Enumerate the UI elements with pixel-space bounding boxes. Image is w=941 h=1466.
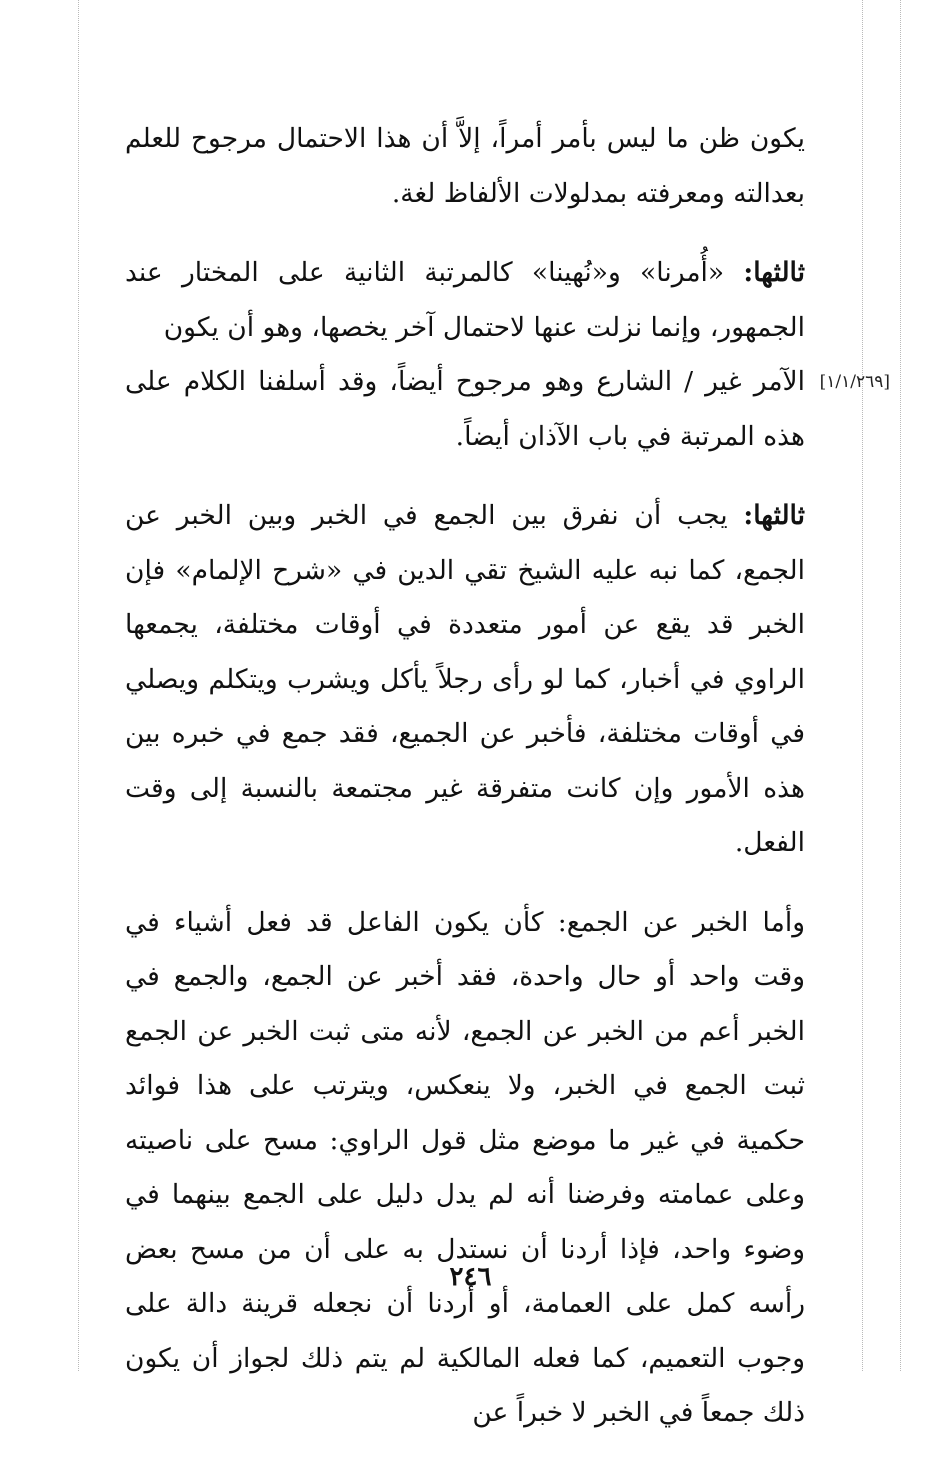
column-guide-line — [78, 0, 79, 1371]
paragraph-3-text: يجب أن نفرق بين الجمع في الخبر وبين الخبر عن الجمع، كما نبه عليه الشيخ تقي الدين في «شرح الإلمام» فإن الخبر قد يقع عن أمور متعددة في أوقات مختلفة، يجمعها الراوي في أخبار، كما لو رأى رجلاً يأكل ويشرب ويتكلم ويصلي في أوقات مختلفة، فأخبر عن الجميع، فقد جمع في خبره بين هذه الأمور وإن كانت متفرقة غير مجتمعة بالنسبة إلى وقت الفعل. — [125, 500, 805, 858]
page-number: ٢٤٦ — [449, 1262, 492, 1292]
paragraph-2-ref-line — [125, 355, 890, 464]
paragraph-1 — [125, 112, 805, 221]
paragraph-1-text: يكون ظن ما ليس بأمر أمراً، إلاَّ أن هذا الاحتمال مرجوح للعلم بعدالته ومعرفته بمدلولات الألفاظ لغة. — [125, 123, 805, 209]
column-guide-line — [900, 0, 901, 1371]
paragraph-2 — [125, 246, 890, 464]
paragraph-2-line-2: الآمر غير / الشارع وهو مرجوح أيضاً، وقد أسلفنا الكلام على هذه المرتبة في باب الآذان أيضاً. — [125, 366, 805, 452]
paragraph-2-line-1: «أُمرنا» و«نُهينا» كالمرتبة الثانية على المختار عند الجمهور، وإنما نزلت عنها لاحتمال آخر يخصها، وهو أن يكون — [125, 257, 805, 343]
paragraph-2-label: ثالثها: — [743, 257, 805, 288]
paragraph-3-label: ثالثها: — [743, 500, 805, 531]
column-guide-line — [862, 0, 863, 1371]
manuscript-reference: [١/١/٢٦٩] — [819, 372, 890, 392]
paragraph-3 — [125, 489, 805, 871]
paragraph-4-text: وأما الخبر عن الجمع: كأن يكون الفاعل قد فعل أشياء في وقت واحد أو حال واحدة، فقد أخبر عن الجمع، والجمع في الخبر أعم من الخبر عن الجمع، لأنه متى ثبت الخبر عن الجمع ثبت الجمع في الخبر، ولا ينعكس، ويترتب على هذا فوائد حكمية في غير ما موضع مثل قول الراوي: مسح على ناصيته وعلى عمامته وفرضنا أنه لم يدل دليل على الجمع بينهما في وضوء واحد، فإذا أردنا أن نستدل به على أن من مسح بعض رأسه كمل على العمامة، أو أردنا أن نجعله قرينة دالة على وجوب التعميم، كما فعله المالكية لم يتم ذلك لجواز أن يكون ذلك جمعاً في الخبر لا خبراً عن — [125, 906, 805, 1428]
paragraph-4 — [125, 896, 805, 1441]
